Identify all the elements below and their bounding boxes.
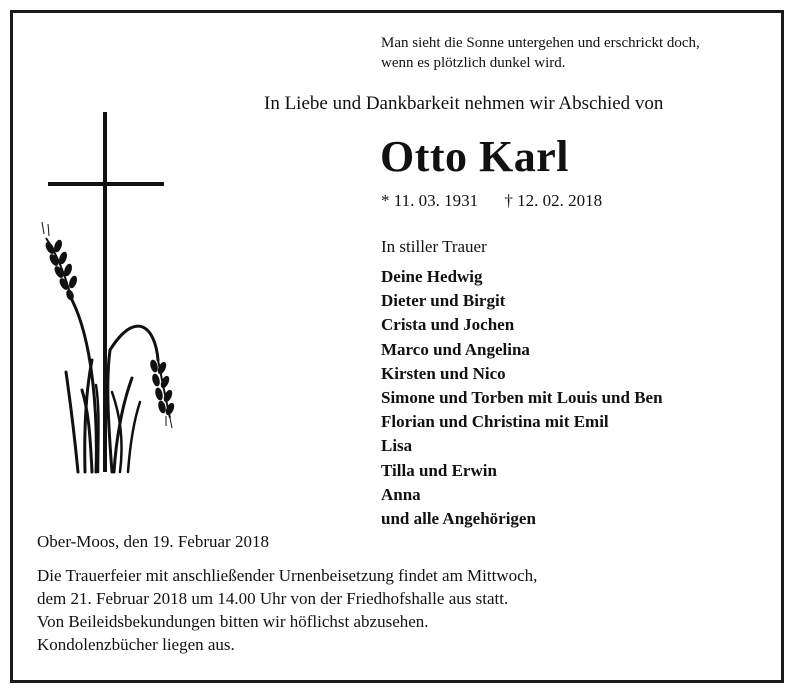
mourning-heading: In stiller Trauer <box>381 237 487 256</box>
mourner: Lisa <box>381 436 413 456</box>
birth-date: * 11. 03. 1931 <box>381 191 479 210</box>
quote-line: wenn es plötzlich dunkel wird. <box>381 55 566 71</box>
deceased-name: Otto Karl <box>380 132 570 181</box>
cross-icon <box>48 112 164 472</box>
mourner: Anna <box>381 484 421 504</box>
mourner: und alle Angehörigen <box>381 509 536 529</box>
life-dates <box>381 191 602 211</box>
funeral-line: Kondolenzbücher liegen aus. <box>37 635 235 654</box>
funeral-line: Die Trauerfeier mit anschließender Urnenbeisetzung findet am Mittwoch, <box>37 566 538 585</box>
death-date: † 12. 02. 2018 <box>504 191 603 210</box>
wheat-ear-right <box>150 359 176 428</box>
wheat-icon <box>66 300 158 472</box>
mourner: Simone und Torben mit Louis und Ben <box>381 388 663 408</box>
intro-text: In Liebe und Dankbarkeit nehmen wir Abschied von <box>264 93 664 114</box>
quote-line: Man sieht die Sonne untergehen und erschrickt doch, <box>381 35 700 51</box>
mourner: Kirsten und Nico <box>381 363 506 383</box>
wheat-ear-left <box>42 222 78 301</box>
quote <box>381 33 771 73</box>
mourner: Deine Hedwig <box>381 267 483 286</box>
funeral-line: Von Beileidsbekundungen bitten wir höflichst abzusehen. <box>37 612 429 631</box>
funeral-line: dem 21. Februar 2018 um 14.00 Uhr von der Friedhofshalle aus statt. <box>37 589 509 608</box>
cross-wheat-illustration <box>40 110 190 480</box>
mourner: Tilla und Erwin <box>381 460 497 480</box>
mourner: Marco und Angelina <box>381 339 530 359</box>
funeral-info <box>37 564 537 656</box>
mourner-list <box>381 265 663 531</box>
place-date: Ober-Moos, den 19. Februar 2018 <box>37 532 269 551</box>
mourner: Crista und Jochen <box>381 315 515 335</box>
mourner: Dieter und Birgit <box>381 291 506 311</box>
mourner: Florian und Christina mit Emil <box>381 412 609 432</box>
